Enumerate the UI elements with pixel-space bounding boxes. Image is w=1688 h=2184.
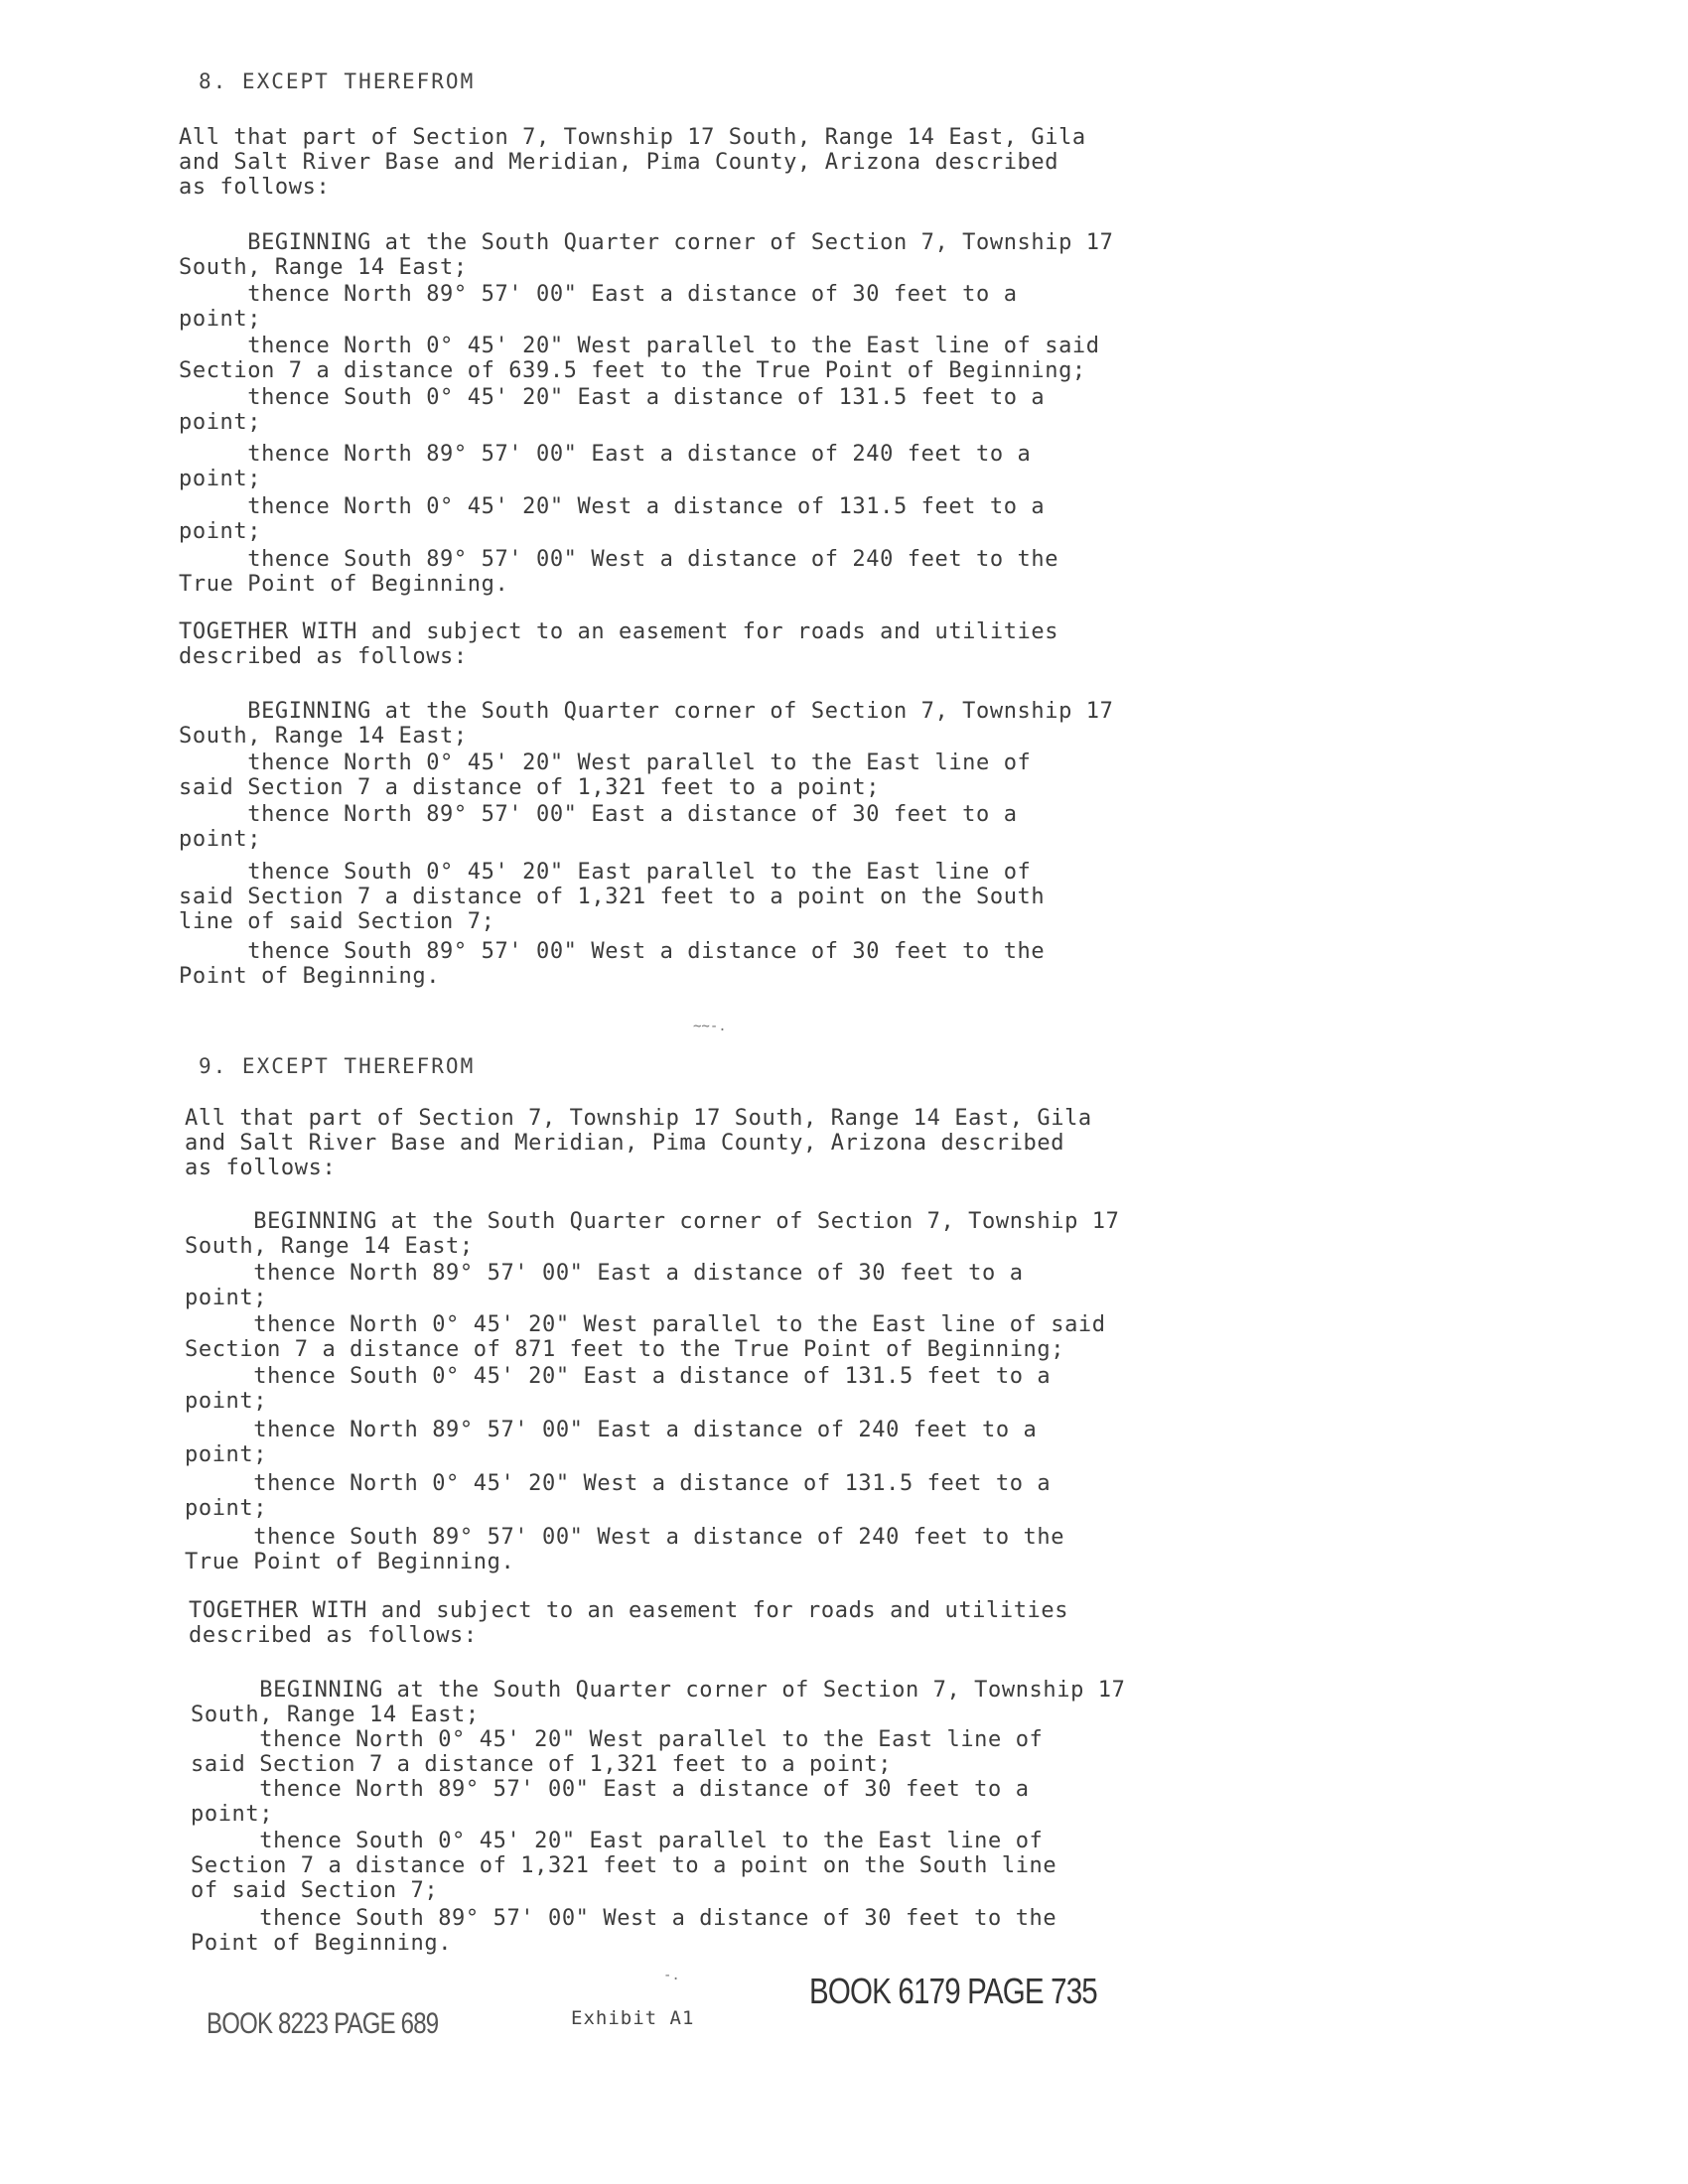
section-9-heading: 9. EXCEPT THEREFROM [199, 1054, 476, 1078]
section-9-parcel-step: thence South 89° 57' 00" West a distance of 240 feet to the True Point of Beginning. [185, 1525, 1065, 1574]
section-8-parcel-step: thence South 89° 57' 00" West a distance of 240 feet to the True Point of Beginning. [179, 547, 1059, 597]
section-8-easement-step: BEGINNING at the South Quarter corner of Section 7, Township 17 South, Range 14 East; [179, 699, 1114, 749]
section-8-parcel-step: thence North 0° 45' 20" West parallel to the East line of said Section 7 a distance of 639.5 feet to the True Point of Beginning; [179, 334, 1100, 383]
section-8-parcel-step: thence North 89° 57' 00" East a distance of 240 feet to a point; [179, 442, 1032, 491]
section-9-parcel-step: thence South 0° 45' 20" East a distance of 131.5 feet to a point; [185, 1364, 1052, 1414]
section-8-parcel-step: thence North 0° 45' 20" West a distance of 131.5 feet to a point; [179, 494, 1046, 544]
section-9-parcel-step: thence North 89° 57' 00" East a distance of 30 feet to a point; [185, 1261, 1024, 1310]
stray-mark: ~~-. [693, 1019, 727, 1034]
exhibit-label: Exhibit A1 [571, 2007, 695, 2029]
section-8-easement-step: thence South 0° 45' 20" East parallel to the East line of said Section 7 a distance of 1,321 feet to a point on the South line of said Section 7; [179, 860, 1046, 934]
section-8-parcel-step: thence South 0° 45' 20" East a distance of 131.5 feet to a point; [179, 385, 1046, 435]
book-page-stamp-right: BOOK 6179 PAGE 735 [809, 1971, 1097, 2011]
section-8-parcel-step: BEGINNING at the South Quarter corner of Section 7, Township 17 South, Range 14 East; [179, 230, 1114, 280]
section-9-intro: All that part of Section 7, Township 17 South, Range 14 East, Gila and Salt River Base and Meridian, Pima County, Arizona described as follows: [185, 1106, 1092, 1180]
stray-mark: -. [663, 1968, 680, 1983]
section-9-easement-step: thence South 89° 57' 00" West a distance of 30 feet to the Point of Beginning. [191, 1906, 1057, 1956]
section-8-easement-step: thence North 0° 45' 20" West parallel to the East line of said Section 7 a distance of 1,321 feet to a point; [179, 751, 1032, 800]
section-8-intro: All that part of Section 7, Township 17 South, Range 14 East, Gila and Salt River Base and Meridian, Pima County, Arizona described as follows: [179, 125, 1086, 200]
section-9-easement-step: thence South 0° 45' 20" East parallel to the East line of Section 7 a distance of 1,321 feet to a point on the South line of said Section 7; [191, 1829, 1057, 1903]
section-8-easement-step: thence South 89° 57' 00" West a distance of 30 feet to the Point of Beginning. [179, 939, 1046, 989]
section-8-heading: 8. EXCEPT THEREFROM [199, 69, 476, 93]
section-9-easement-step: BEGINNING at the South Quarter corner of Section 7, Township 17 South, Range 14 East; [191, 1678, 1126, 1727]
section-9-parcel-step: BEGINNING at the South Quarter corner of Section 7, Township 17 South, Range 14 East; [185, 1209, 1120, 1259]
book-page-stamp-left: BOOK 8223 PAGE 689 [207, 2007, 439, 2040]
section-9-parcel-step: thence North 0° 45' 20" West parallel to the East line of said Section 7 a distance of 871 feet to the True Point of Beginning; [185, 1312, 1106, 1362]
section-9-parcel-step: thence North 89° 57' 00" East a distance of 240 feet to a point; [185, 1418, 1038, 1467]
section-9-easement-step: thence North 0° 45' 20" West parallel to the East line of said Section 7 a distance of 1,321 feet to a point; [191, 1727, 1044, 1777]
section-8-together-clause: TOGETHER WITH and subject to an easement for roads and utilities described as follows: [179, 619, 1059, 669]
section-8-parcel-step: thence North 89° 57' 00" East a distance of 30 feet to a point; [179, 282, 1018, 332]
section-9-parcel-step: thence North 0° 45' 20" West a distance of 131.5 feet to a point; [185, 1471, 1052, 1521]
section-9-easement-step: thence North 89° 57' 00" East a distance of 30 feet to a point; [191, 1777, 1030, 1827]
section-9-together-clause: TOGETHER WITH and subject to an easement for roads and utilities described as follows: [189, 1598, 1069, 1648]
section-8-easement-step: thence North 89° 57' 00" East a distance of 30 feet to a point; [179, 802, 1018, 852]
